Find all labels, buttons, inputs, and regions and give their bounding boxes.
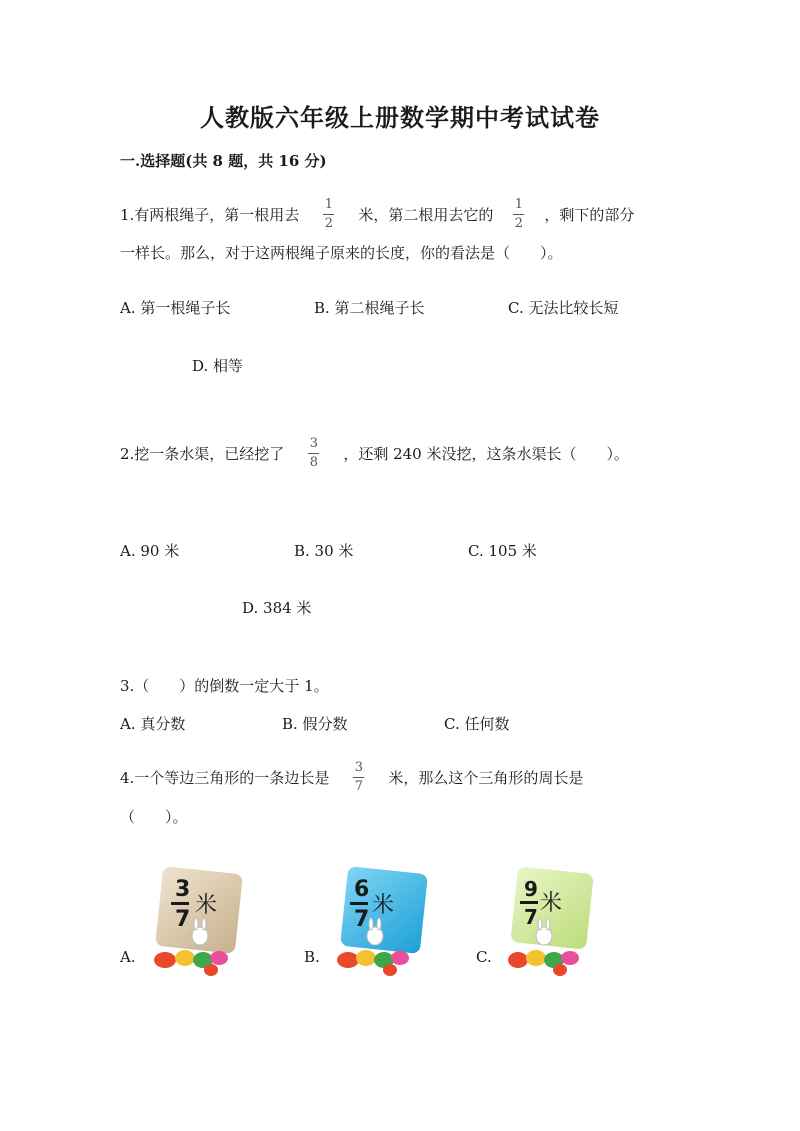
q4-option-a-card[interactable]	[145, 866, 245, 978]
fraction-three-eighths: $\frac{3}{8}$	[309, 436, 318, 470]
q2-option-b[interactable]: B. 30 米	[294, 542, 354, 560]
question-1-line-1	[120, 198, 634, 231]
fraction-card-c-image	[500, 866, 600, 978]
question-4-line-1	[120, 761, 583, 794]
q1-option-d[interactable]: D. 相等	[192, 357, 244, 375]
card-c-unit: 米	[540, 891, 563, 916]
question-2-line	[120, 437, 629, 470]
q3-option-b[interactable]: B. 假分数	[282, 715, 348, 733]
q3-option-a[interactable]: A. 真分数	[120, 715, 186, 733]
q1-option-b[interactable]: B. 第二根绳子长	[314, 299, 425, 317]
card-b-unit: 米	[372, 893, 395, 918]
question-1-line-2: 一样长。那么，对于这两根绳子原来的长度，你的看法是（ ）。	[120, 244, 563, 262]
q4-option-a-label[interactable]: A.	[120, 948, 136, 966]
q2-option-a[interactable]: A. 90 米	[120, 542, 180, 560]
fraction-one-half-2: $\frac{1}{2}$	[514, 197, 523, 231]
q4-option-c-card[interactable]	[500, 866, 600, 978]
question-1-text-c: ，剩下的部分	[544, 206, 635, 224]
question-3-line: 3.（ ）的倒数一定大于 1。	[120, 677, 329, 695]
fraction-three-sevenths: $\frac{3}{7}$	[354, 760, 363, 794]
question-2-text-a: 2.挖一条水渠，已经挖了	[120, 445, 285, 463]
section-heading: 一.选择题(共 8 题，共 16 分)	[120, 152, 327, 170]
card-a-unit: 米	[195, 893, 218, 918]
question-4-text-b: 米，那么这个三角形的周长是	[388, 769, 584, 787]
card-a-denominator: 7	[175, 907, 191, 932]
page-title: 人教版六年级上册数学期中考试试卷	[200, 103, 600, 132]
question-4-line-2: （ ）。	[120, 808, 188, 826]
fraction-card-b-image	[330, 866, 430, 978]
q2-option-c[interactable]: C. 105 米	[468, 542, 537, 560]
q1-option-c[interactable]: C. 无法比较长短	[508, 299, 619, 317]
card-b-denominator: 7	[354, 907, 370, 932]
q4-option-b-label[interactable]: B.	[304, 948, 320, 966]
q4-option-b-card[interactable]	[330, 866, 430, 978]
fraction-one-half: $\frac{1}{2}$	[324, 197, 333, 231]
question-1-text-a: 1.有两根绳子，第一根用去	[120, 206, 300, 224]
fraction-card-a-image	[145, 866, 245, 978]
q1-option-a[interactable]: A. 第一根绳子长	[120, 299, 231, 317]
q4-option-c-label[interactable]: C.	[476, 948, 492, 966]
card-a-numerator: 3	[175, 877, 191, 902]
question-1-text-b: 米，第二根用去它的	[358, 206, 494, 224]
question-2-text-b: ，还剩 240 米没挖，这条水渠长（ ）。	[343, 445, 629, 463]
card-c-numerator: 9	[524, 877, 538, 901]
card-b-numerator: 6	[354, 877, 370, 902]
q3-option-c[interactable]: C. 任何数	[444, 715, 510, 733]
question-4-text-a: 4.一个等边三角形的一条边长是	[120, 769, 330, 787]
q2-option-d[interactable]: D. 384 米	[242, 599, 312, 617]
card-c-denominator: 7	[524, 905, 538, 929]
